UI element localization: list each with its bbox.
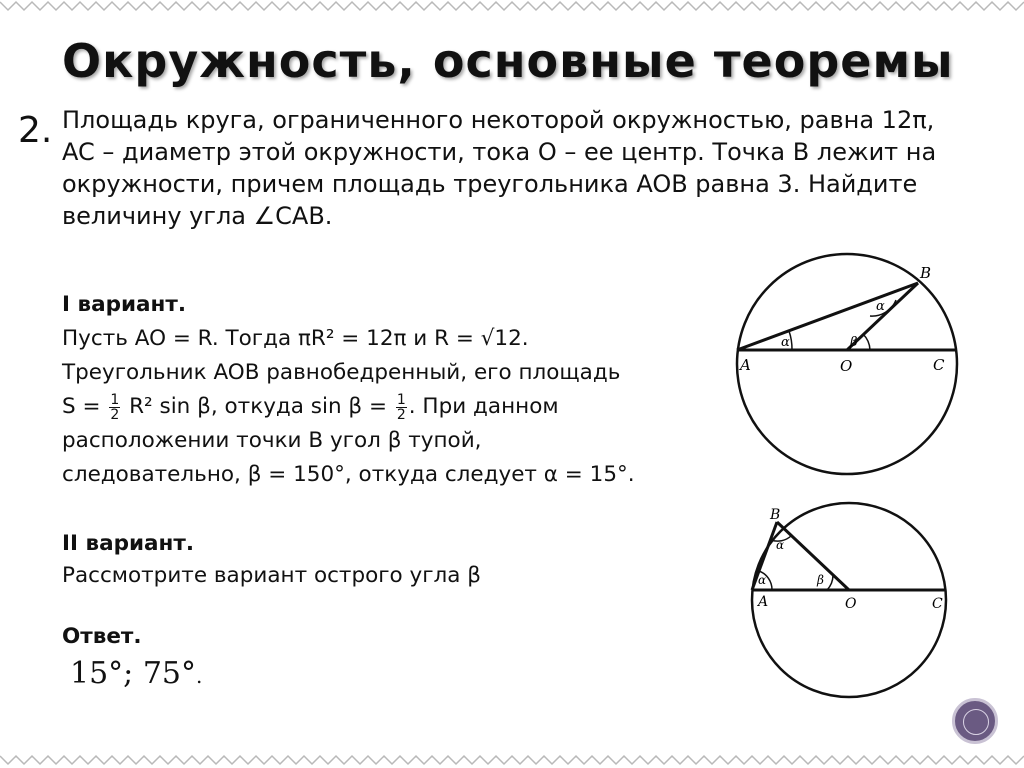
problem-statement — [62, 104, 964, 232]
variant-1-solution — [62, 288, 662, 492]
answer-label: Ответ. — [62, 624, 142, 649]
formula-part: R² sin β, откуда sin β = — [129, 394, 387, 419]
label-alpha: α — [781, 335, 790, 350]
label-a: A — [758, 594, 769, 610]
solution-line-area-formula — [62, 390, 662, 424]
slide-title: Окружность, основные теоремы — [62, 34, 954, 88]
variant-1-heading: I вариант. — [62, 292, 187, 317]
problem-line: AC – диаметр этой окружности, тока O – ее центр. Точка B лежит на — [62, 138, 937, 166]
problem-line: окружности, причем площадь треугольника AOB равна 3. Найдите — [62, 170, 918, 198]
label-c: C — [932, 596, 943, 612]
radius-ob — [777, 522, 849, 590]
formula-part: . При данном — [408, 394, 559, 419]
circle-diagram-acute — [745, 500, 955, 700]
label-o: O — [840, 357, 853, 375]
problem-line: Площадь круга, ограниченного некоторой окружностью, равна 12π, — [62, 106, 935, 134]
fraction-one-half: $\frac{1}{2}$ — [396, 391, 406, 423]
label-b: B — [920, 264, 932, 282]
label-a: A — [740, 356, 751, 374]
angle-beta-arc — [827, 575, 833, 590]
circle-diagram-obtuse — [730, 250, 960, 480]
bottom-zigzag-border — [0, 754, 1024, 768]
solution-line: Треугольник AOB равнобедренный, его площадь — [62, 360, 621, 385]
solution-line: расположении точки B угол β тупой, — [62, 428, 482, 453]
fraction-one-half: $\frac{1}{2}$ — [110, 391, 120, 423]
variant-2-heading: II вариант. — [62, 531, 195, 556]
answer-value: 15°; 75°. — [70, 656, 203, 691]
angle-beta-arc — [863, 334, 870, 350]
solution-line: Пусть AO = R. Тогда πR² = 12π и R = √12. — [62, 326, 529, 351]
problem-line: величину угла ∠CAB. — [62, 202, 333, 230]
label-alpha2: α — [776, 538, 785, 552]
top-zigzag-border — [0, 0, 1024, 14]
variant-2-solution — [62, 528, 662, 592]
label-alpha2: α — [876, 299, 885, 314]
label-c: C — [933, 356, 945, 374]
label-o: O — [845, 596, 857, 612]
label-beta: β — [817, 573, 824, 587]
radius-ob — [847, 283, 918, 350]
label-beta: β — [850, 335, 858, 350]
label-alpha: α — [758, 573, 767, 587]
slide-nav-button[interactable] — [952, 698, 998, 744]
solution-line: следовательно, β = 150°, откуда следует α = 15°. — [62, 462, 635, 487]
problem-number: 2. — [18, 110, 53, 151]
label-b: B — [770, 507, 781, 523]
variant-2-text: Рассмотрите вариант острого угла β — [62, 563, 482, 588]
formula-part: S = — [62, 394, 101, 419]
